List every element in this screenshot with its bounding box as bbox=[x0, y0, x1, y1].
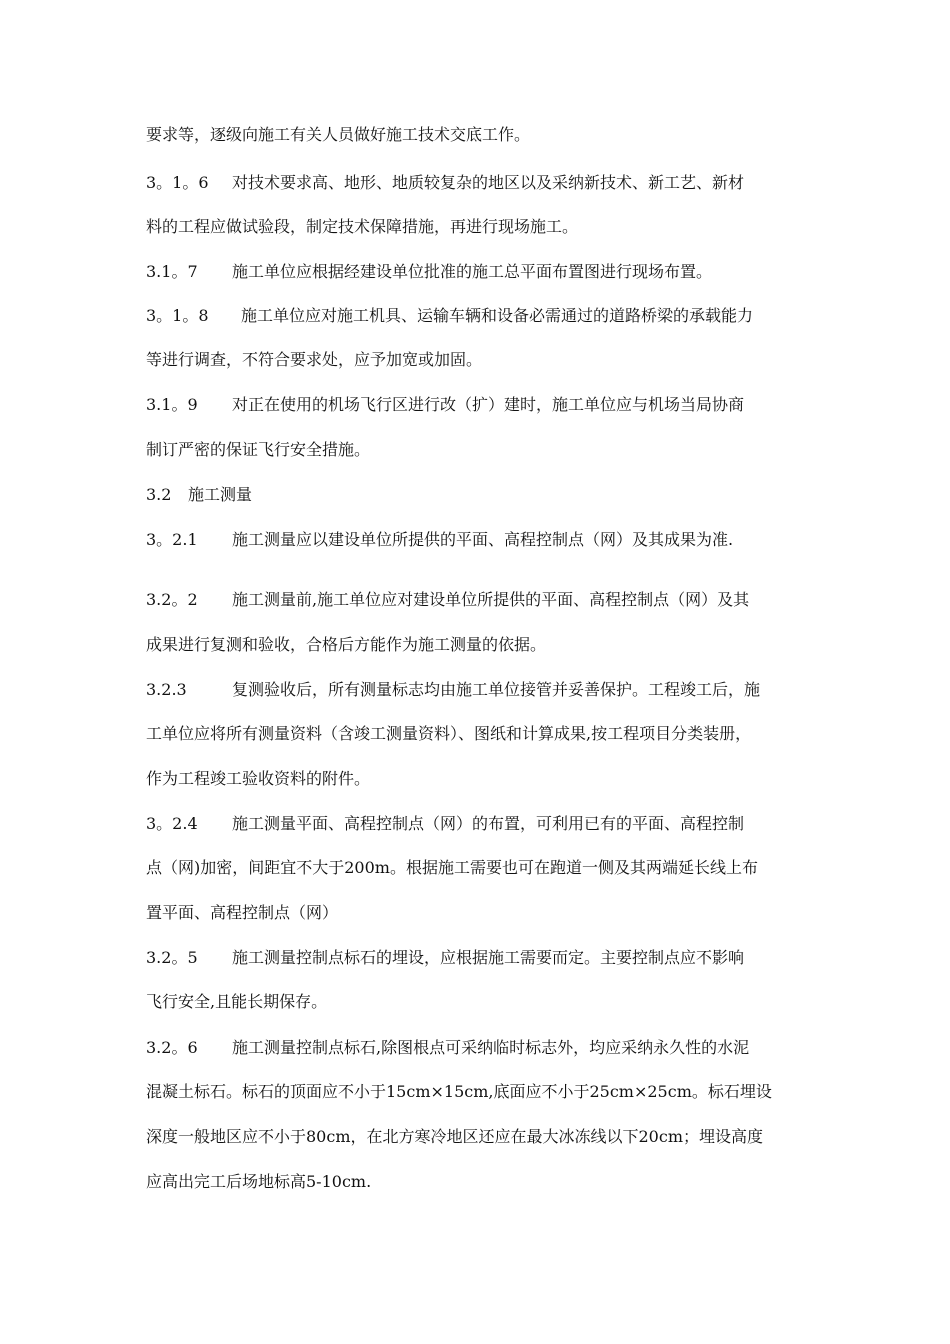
clause-text: 施工测量平面、高程控制点（网）的布置，可利用已有的平面、高程控制 bbox=[232, 814, 745, 833]
line-text: 应高出完工后场地标高5-10cm. bbox=[146, 1172, 372, 1191]
clause-number: 3。1。6 bbox=[146, 173, 209, 192]
text-line bbox=[146, 992, 327, 1012]
clause-number: 3.2。2 bbox=[146, 590, 198, 609]
line-text: 混凝土标石。标石的顶面应不小于15cm×15cm,底面应不小于25cm×25cm。标石埋设 bbox=[146, 1082, 772, 1101]
text-line bbox=[146, 217, 578, 237]
clause-3-1-9 bbox=[146, 395, 744, 415]
section-number: 3.2 bbox=[146, 485, 172, 504]
text-line bbox=[146, 1172, 371, 1192]
text-line bbox=[146, 635, 546, 655]
clause-3-1-8 bbox=[146, 306, 753, 326]
clause-3-2-5 bbox=[146, 948, 744, 968]
clause-text: 施工单位应根据经建设单位批准的施工总平面布置图进行现场布置。 bbox=[232, 262, 713, 281]
line-text: 制订严密的保证飞行安全措施。 bbox=[146, 440, 371, 459]
text-line bbox=[146, 769, 370, 789]
clause-3-2-3 bbox=[146, 680, 760, 700]
clause-number: 3.2.3 bbox=[146, 680, 187, 699]
text-line bbox=[146, 903, 338, 923]
line-text: 深度一般地区应不小于80cm，在北方寒冷地区还应在最大冰冻线以下20cm；埋设高度 bbox=[146, 1127, 763, 1146]
clause-text: 复测验收后，所有测量标志均由施工单位接管并妥善保护。工程竣工后，施 bbox=[232, 680, 761, 699]
text-line bbox=[146, 858, 758, 878]
clause-text: 对正在使用的机场飞行区进行改（扩）建时，施工单位应与机场当局协商 bbox=[232, 395, 745, 414]
clause-text: 施工单位应对施工机具、运输车辆和设备必需通过的道路桥梁的承载能力 bbox=[241, 306, 754, 325]
line-text: 置平面、高程控制点（网） bbox=[146, 903, 339, 922]
clause-text: 施工测量前,施工单位应对建设单位所提供的平面、高程控制点（网）及其 bbox=[232, 590, 750, 609]
section-heading-3-2 bbox=[146, 485, 252, 505]
text-line bbox=[146, 1127, 763, 1147]
clause-number: 3.2。5 bbox=[146, 948, 198, 967]
line-text: 飞行安全,且能长期保存。 bbox=[146, 992, 328, 1011]
clause-number: 3.1。7 bbox=[146, 262, 198, 281]
clause-text: 施工测量应以建设单位所提供的平面、高程控制点（网）及其成果为准. bbox=[232, 530, 734, 549]
clause-text: 施工测量控制点标石,除图根点可采纳临时标志外，均应采纳永久性的水泥 bbox=[232, 1038, 750, 1057]
line-text: 成果进行复测和验收，合格后方能作为施工测量的依据。 bbox=[146, 635, 547, 654]
clause-number: 3。2.1 bbox=[146, 530, 198, 549]
section-title: 施工测量 bbox=[188, 485, 253, 504]
clause-3-1-7 bbox=[146, 262, 712, 282]
clause-number: 3。1。8 bbox=[146, 306, 209, 325]
clause-number: 3。2.4 bbox=[146, 814, 198, 833]
line-text: 料的工程应做试验段，制定技术保障措施，再进行现场施工。 bbox=[146, 217, 579, 236]
text-line bbox=[146, 440, 370, 460]
text-line bbox=[146, 724, 751, 744]
clause-number: 3.2。6 bbox=[146, 1038, 198, 1057]
line-text: 工单位应将所有测量资料（含竣工测量资料）、图纸和计算成果,按工程项目分类装册， bbox=[146, 724, 752, 743]
line-text: 等进行调查，不符合要求处，应予加宽或加固。 bbox=[146, 350, 483, 369]
clause-text: 施工测量控制点标石的埋设，应根据施工需要而定。主要控制点应不影响 bbox=[232, 948, 745, 967]
clause-number: 3.1。9 bbox=[146, 395, 198, 414]
clause-3-2-2 bbox=[146, 590, 749, 610]
clause-3-2-6 bbox=[146, 1038, 749, 1058]
clause-text: 对技术要求高、地形、地质较复杂的地区以及采纳新技术、新工艺、新材 bbox=[232, 173, 745, 192]
clause-3-1-6 bbox=[146, 173, 744, 193]
text-line bbox=[146, 350, 482, 370]
clause-3-2-1 bbox=[146, 530, 733, 550]
line-text: 点（网)加密，间距宜不大于200m。根据施工需要也可在跑道一侧及其两端延长线上布 bbox=[146, 858, 758, 877]
text-line bbox=[146, 1082, 772, 1102]
line-text: 要求等，逐级向施工有关人员做好施工技术交底工作。 bbox=[146, 125, 531, 144]
text-line bbox=[146, 125, 530, 145]
line-text: 作为工程竣工验收资料的附件。 bbox=[146, 769, 371, 788]
clause-3-2-4 bbox=[146, 814, 744, 834]
